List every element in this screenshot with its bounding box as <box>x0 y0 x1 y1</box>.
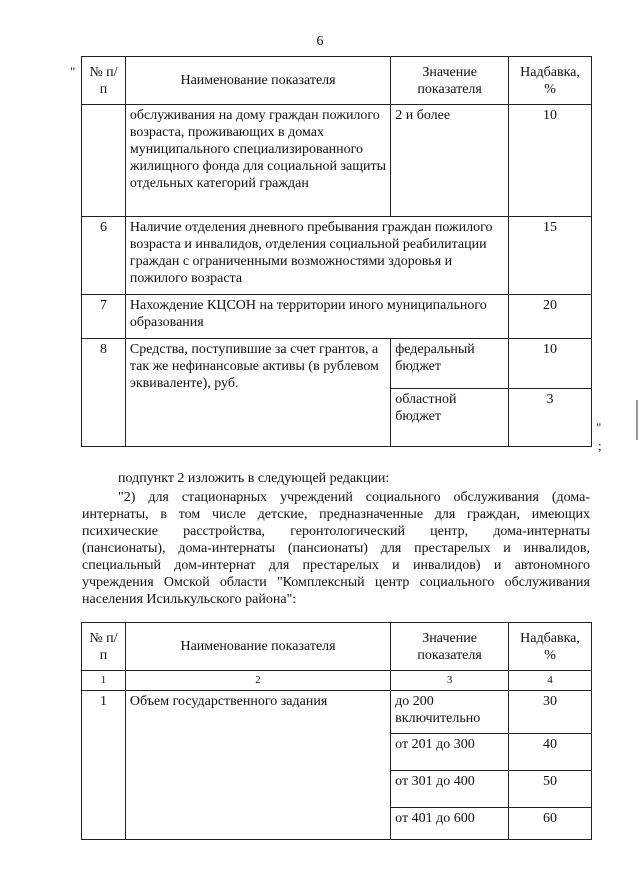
table-2-header <box>82 623 592 671</box>
row-bonus: 20 <box>509 295 592 339</box>
header-value: Значение показателя <box>391 623 509 671</box>
table-2 <box>81 622 592 840</box>
row-name: обслуживания на дому граждан пожилого возраста, проживающих в домах муниципального специализированного жилищного фонда для социальной защиты отдельных категорий граждан <box>125 105 390 217</box>
row-bonus: 3 <box>509 389 592 447</box>
row-num: 7 <box>82 295 126 339</box>
row-num: 1 <box>82 691 126 840</box>
row-name: Нахождение КЦСОН на территории иного муниципального образования <box>125 295 508 339</box>
table-1 <box>81 56 592 447</box>
row-num: 6 <box>82 217 126 295</box>
row-value: 2 и более <box>391 105 509 217</box>
header-name: Наименование показателя <box>125 623 390 671</box>
row-bonus: 50 <box>509 771 592 808</box>
header-bonus: Надбавка, % <box>509 57 592 105</box>
row-name: Наличие отделения дневного пребывания граждан пожилого возраста и инвалидов, отделения социальной реабилитации граждан с ограниченными возможностями здоровья и пожилого возраста <box>125 217 508 295</box>
header-num: № п/п <box>82 57 126 105</box>
table-row <box>82 339 592 389</box>
header-bonus: Надбавка, % <box>509 623 592 671</box>
page-number: 6 <box>316 34 324 49</box>
header-value: Значение показателя <box>391 57 509 105</box>
row-value: от 201 до 300 <box>391 734 509 771</box>
row-value: до 200 включительно <box>391 691 509 734</box>
col-number: 4 <box>509 671 592 691</box>
header-name: Наименование показателя <box>125 57 390 105</box>
open-quote: " <box>70 64 76 79</box>
row-num: 8 <box>82 339 126 447</box>
col-number: 2 <box>125 671 390 691</box>
table-row <box>82 217 592 295</box>
semicolon: ; <box>598 438 602 453</box>
paragraph: "2) для стационарных учреждений социального обслуживания (дома-интернаты, в том числе детские, предназначенные для граждан, имеющих психические расстройства, геронтологический центр, дома-интернаты (пансионаты), дома-интернаты (пансионаты) для престарелых и инвалидов, специальный дом-интернат для престарелых и инвалидов) и автономного учреждения Омской области "Комплексный центр социального обслуживания населения Исилькульского района": <box>82 490 590 607</box>
row-value: от 301 до 400 <box>391 771 509 808</box>
table-1-header <box>82 57 592 105</box>
table-row <box>82 105 592 217</box>
col-number: 3 <box>391 671 509 691</box>
row-bonus: 60 <box>509 808 592 840</box>
row-value: от 401 до 600 <box>391 808 509 840</box>
header-num: № п/п <box>82 623 126 671</box>
row-bonus: 40 <box>509 734 592 771</box>
col-number: 1 <box>82 671 126 691</box>
row-value: федеральный бюджет <box>391 339 509 389</box>
row-bonus: 15 <box>509 217 592 295</box>
table-row <box>82 691 592 734</box>
table-row <box>82 295 592 339</box>
row-name: Средства, поступившие за счет грантов, а так же нефинансовые активы (в рублевом эквиваленте), руб. <box>125 339 390 447</box>
instruction-line: подпункт 2 изложить в следующей редакции: <box>118 471 390 486</box>
row-name: Объем государственного задания <box>125 691 390 840</box>
row-num <box>82 105 126 217</box>
row-value: областной бюджет <box>391 389 509 447</box>
close-quote: " <box>596 420 602 435</box>
column-numbers-row <box>82 671 592 691</box>
scan-edge-mark <box>636 400 638 440</box>
row-bonus: 10 <box>509 105 592 217</box>
row-bonus: 30 <box>509 691 592 734</box>
row-bonus: 10 <box>509 339 592 389</box>
